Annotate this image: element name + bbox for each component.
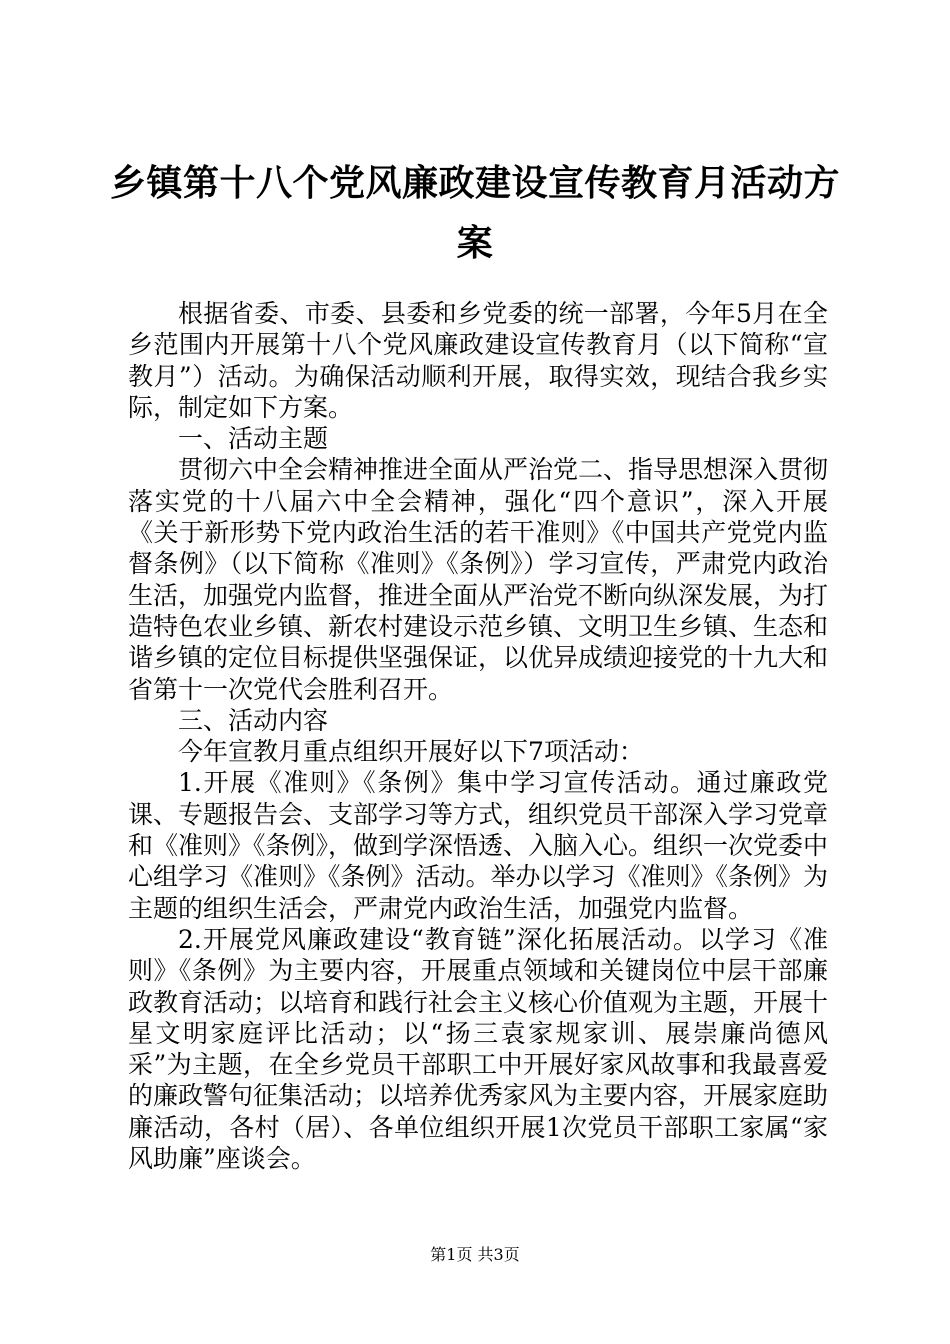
- activity-item-2: 2.开展党风廉政建设“教育链”深化拓展活动。以学习《准则》《条例》为主要内容，开展重点领域和关键岗位中层干部廉政教育活动；以培育和践行社会主义核心价值观为主题，开展十星文明家庭评比活动；以“扬三袁家规家训、展崇廉尚德风采”为主题，在全乡党员干部职工中开展好家风故事和我最喜爱的廉政警句征集活动；以培养优秀家风为主要内容，开展家庭助廉活动，各村（居）、各单位组织开展1次党员干部职工家属“家风助廉”座谈会。: [128, 924, 829, 1174]
- section-heading-content: 三、活动内容: [178, 705, 329, 735]
- section-heading-theme: 一、活动主题: [178, 424, 329, 454]
- document-title: 乡镇第十八个党风廉政建设宣传教育月活动方案: [110, 162, 841, 264]
- activity-item-1: 1.开展《准则》《条例》集中学习宣传活动。通过廉政党课、专题报告会、支部学习等方式，组织党员干部深入学习党章和《准则》《条例》，做到学深悟透、入脑入心。组织一次党委中心组学习《准则》《条例》活动。举办以学习《准则》《条例》为主题的组织生活会，严肃党内政治生活，加强党内监督。: [128, 768, 829, 923]
- document-body: [128, 298, 828, 1174]
- content-intro-paragraph: 今年宣教月重点组织开展好以下7项活动：: [178, 737, 644, 767]
- page-footer: 第1页 共3页: [430, 1245, 520, 1264]
- theme-paragraph: 贯彻六中全会精神推进全面从严治党二、指导思想深入贯彻落实党的十八届六中全会精神，强化“四个意识”，深入开展《关于新形势下党内政治生活的若干准则》《中国共产党党内监督条例》（以下简称《准则》《条例》）学习宣传，严肃党内政治生活，加强党内监督，推进全面从严治党不断向纵深发展，为打造特色农业乡镇、新农村建设示范乡镇、文明卫生乡镇、生态和谐乡镇的定位目标提供坚强保证，以优异成绩迎接党的十九大和省第十一次党代会胜利召开。: [128, 455, 829, 704]
- intro-paragraph: 根据省委、市委、县委和乡党委的统一部署，今年5月在全乡范围内开展第十八个党风廉政建设宣传教育月（以下简称“宣教月”）活动。为确保活动顺利开展，取得实效，现结合我乡实际，制定如下方案。: [128, 299, 828, 422]
